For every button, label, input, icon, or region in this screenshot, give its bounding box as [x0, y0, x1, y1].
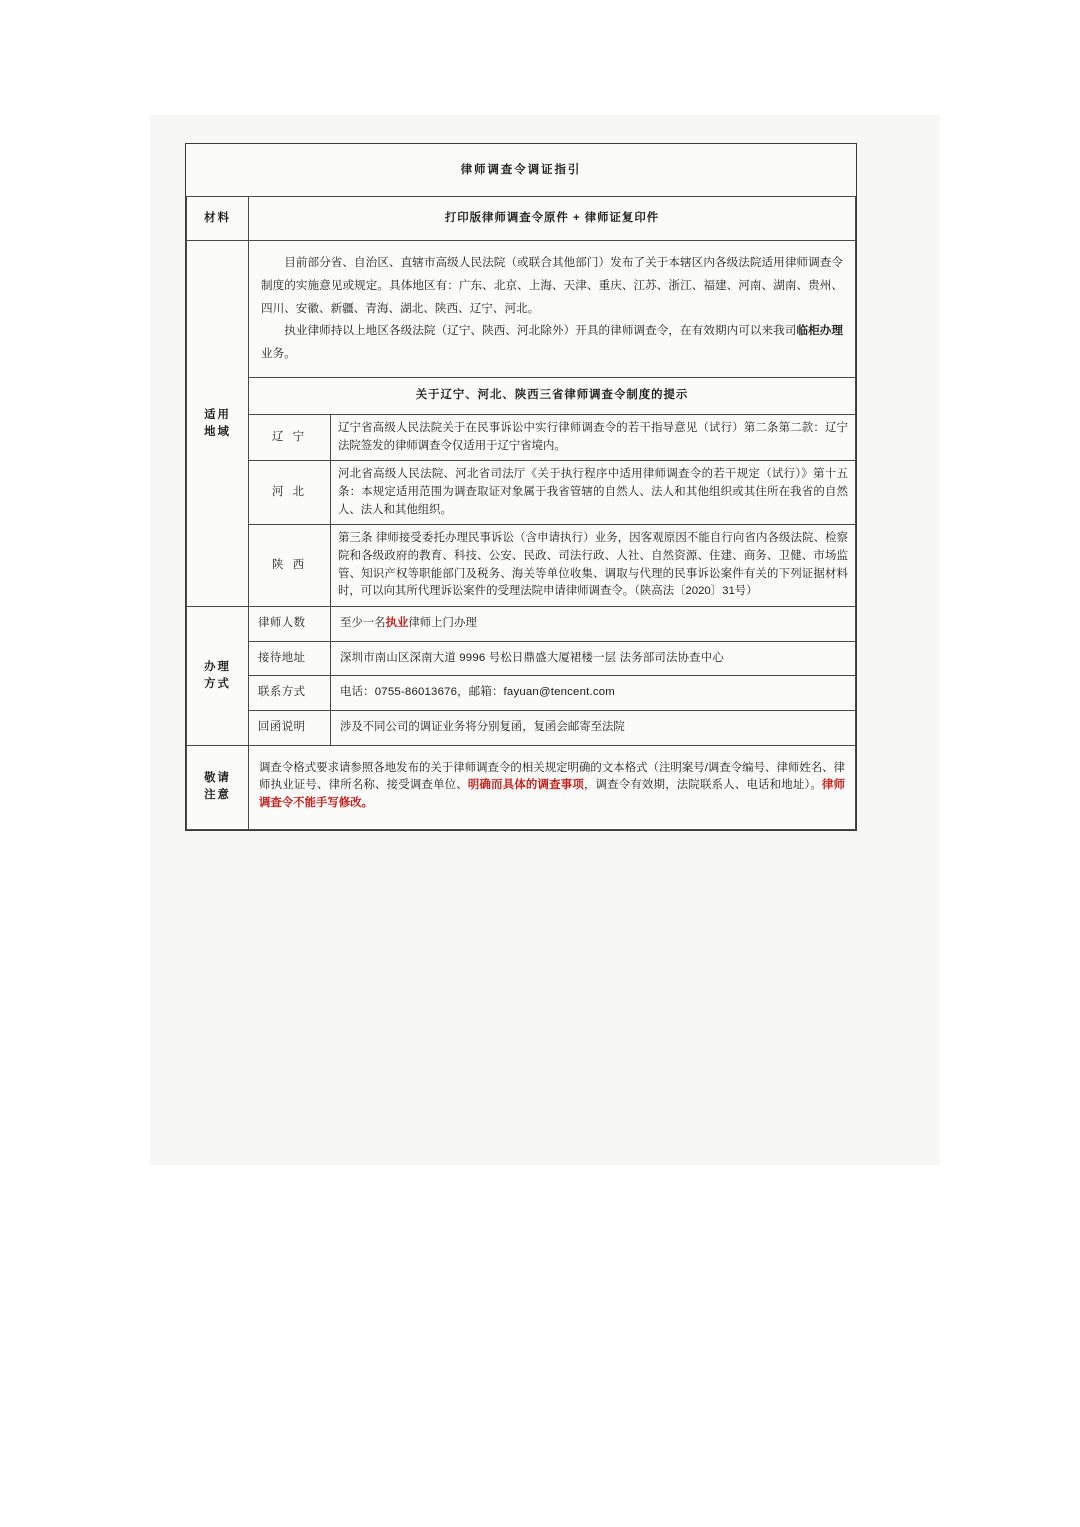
- page-title: 律师调查令调证指引: [460, 164, 582, 176]
- region-item-name-shaanxi: 陕 西: [249, 525, 331, 607]
- handling-item-name-address: 接待地址: [249, 641, 331, 676]
- handling-item-value-address: 深圳市南山区深南大道 9996 号松日鼎盛大厦裙楼一层 法务部司法协查中心: [331, 641, 856, 676]
- handling-item-value-contact: 电话：0755-86013676，邮箱：fayuan@tencent.com: [331, 676, 856, 711]
- row-label-notice-line2: 注意: [204, 789, 231, 802]
- handling-item-value-lawyer-count: [331, 607, 856, 642]
- table-row-handling-lawyers: [187, 607, 856, 642]
- document-frame: [185, 143, 857, 831]
- region-item-text-shaanxi: 第三条 律师接受委托办理民事诉讼（含申请执行）业务，因客观原因不能自行向省内各级法院、检察院和各级政府的教育、科技、公安、民政、司法行政、人社、自然资源、住建、商务、卫健、市场监管、知识产权等职能部门及税务、海关等单位收集、调取与代理的民事诉讼案件有关的下列证据材料时，可以向其所代理诉讼案件的受理法院申请律师调查令。（陕高法〔2020〕31号）: [331, 525, 856, 607]
- row-label-handling: [187, 607, 249, 746]
- table-row-handling-address: [187, 641, 856, 676]
- handling-item-name-contact: 联系方式: [249, 676, 331, 711]
- table-row-region-shaanxi: [187, 525, 856, 607]
- lawyer-count-prefix: 至少一名: [340, 617, 386, 630]
- region-item-name-hebei: 河 北: [249, 461, 331, 525]
- region-item-name-liaoning: 辽 宁: [249, 414, 331, 460]
- table-row-handling-contact: [187, 676, 856, 711]
- region-intro-2-prefix: 执业律师持以上地区各级法院（辽宁、陕西、河北除外）开具的律师调查令，在有效期内可以来我司: [284, 324, 797, 338]
- region-intro-paragraph-1: 目前部分省、自治区、直辖市高级人民法院（或联合其他部门）发布了关于本辖区内各级法院适用律师调查令制度的实施意见或规定。具体地区有：广东、北京、上海、天津、重庆、江苏、浙江、福建、河南、湖南、贵州、四川、安徽、新疆、青海、湖北、陕西、辽宁、河北。: [261, 256, 843, 315]
- region-intro-2-suffix: 业务。: [261, 346, 296, 360]
- guidance-table: [186, 144, 856, 830]
- handling-item-name-reply: 回函说明: [249, 711, 331, 746]
- handling-item-value-reply: 涉及不同公司的调证业务将分别复函，复函会邮寄至法院: [331, 711, 856, 746]
- table-row-region-section-head: [187, 378, 856, 415]
- table-row-region-hebei: [187, 461, 856, 525]
- region-section-heading: 关于辽宁、河北、陕西三省律师调查令制度的提示: [249, 378, 856, 415]
- region-item-text-hebei: 河北省高级人民法院、河北省司法厅《关于执行程序中适用律师调查令的若干规定（试行）》第十五条：本规定适用范围为调查取证对象属于我省管辖的自然人、法人和其他组织或其住所在我省的自然人、法人和其他组织。: [331, 461, 856, 525]
- notice-text-red: 律师调查令不能手写修改。: [259, 779, 845, 810]
- table-row-material: [187, 196, 856, 241]
- handling-item-name-lawyer-count: 律师人数: [249, 607, 331, 642]
- region-intro-paragraph-2: [261, 320, 843, 365]
- row-label-region: [187, 241, 249, 607]
- table-row-region-liaoning: [187, 414, 856, 460]
- region-intro-2-bold: 临柜办理: [796, 324, 843, 338]
- lawyer-count-suffix: 律师上门办理: [408, 617, 477, 630]
- row-label-handling-line2: 方式: [204, 677, 231, 690]
- row-label-region-line2: 地域: [204, 425, 231, 438]
- row-label-material: 材料: [187, 196, 249, 241]
- table-row-notice: [187, 745, 856, 829]
- lawyer-count-highlight: 执业: [385, 617, 409, 630]
- table-row-region-intro: [187, 241, 856, 378]
- row-label-region-line1: 适用: [204, 409, 231, 422]
- row-label-notice-line1: 敬请: [204, 771, 231, 784]
- table-row-handling-reply: [187, 711, 856, 746]
- notice-text-part2: ，调查令有效期，法院联系人、电话和地址）。: [583, 779, 822, 792]
- notice-text-highlight: 明确而具体的调查事项: [467, 779, 584, 792]
- material-value: 打印版律师调查令原件 + 律师证复印件: [249, 196, 856, 241]
- notice-text: [249, 745, 856, 829]
- notice-text-part1: 调查令格式要求请参照各地发布的关于律师调查令的相关规定明确的文本格式（注明案号/调查令编号、律师姓名、律师执业证号、律所名称、接受调查单位、: [259, 761, 845, 792]
- region-intro: [249, 241, 856, 378]
- row-label-handling-line1: 办理: [204, 661, 231, 674]
- table-row-title: [187, 144, 856, 196]
- region-item-text-liaoning: 辽宁省高级人民法院关于在民事诉讼中实行律师调查令的若干指导意见（试行）第二条第二款：辽宁法院签发的律师调查令仅适用于辽宁省境内。: [331, 414, 856, 460]
- row-label-notice: [187, 745, 249, 829]
